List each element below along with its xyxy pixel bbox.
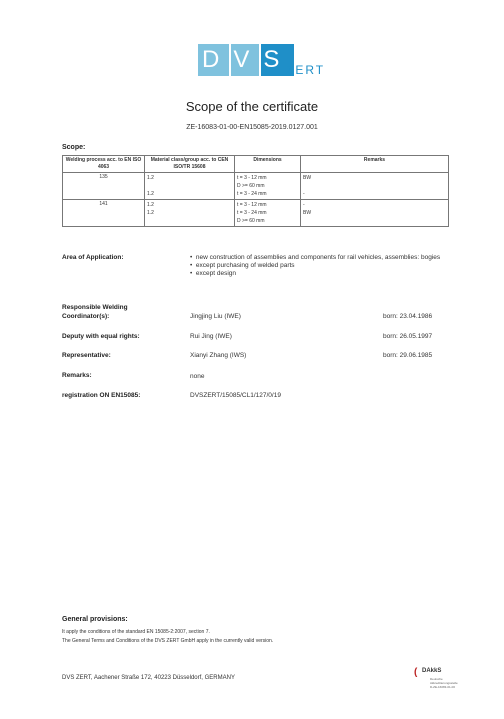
dimensions-cell: t = 3 - 12 mm t = 3 - 24 mm D >= 60 mm bbox=[235, 200, 301, 227]
remarks-value: none bbox=[190, 373, 205, 380]
logo-letters: DVS bbox=[202, 46, 294, 73]
dakks-name: DAkkS bbox=[422, 668, 442, 674]
dimensions-cell: t = 3 - 12 mm D >= 60 mm t = 3 - 24 mm bbox=[235, 173, 301, 200]
provisions-line: It apply the conditions of the standard EN 15085-2:2007, section 7. bbox=[62, 629, 210, 635]
header-dimensions: Dimensions bbox=[235, 156, 301, 173]
dakks-logo bbox=[414, 665, 462, 693]
area-list bbox=[190, 254, 450, 278]
process-cell: 141 bbox=[63, 200, 145, 227]
logo-suffix: ZERT bbox=[286, 63, 326, 77]
registration-value: DVSZERT/15085/CL1/127/0/19 bbox=[190, 392, 281, 399]
material-cell: 1.2 1.2 bbox=[145, 200, 235, 227]
registration-label: registration ON EN15085: bbox=[62, 392, 141, 399]
page-title: Scope of the certificate bbox=[185, 99, 319, 114]
deputy-label: Deputy with equal rights: bbox=[62, 333, 140, 340]
header-material-group: Material class/group acc. to CEN ISO/TR 15608 bbox=[145, 156, 235, 173]
provisions-title: General provisions: bbox=[62, 616, 128, 623]
dakks-subtext: Deutsche Akkreditierungsstelle D-ZE-16083-01-00 bbox=[430, 677, 458, 689]
deputy-born: born: 26.05.1997 bbox=[383, 333, 433, 340]
remarks-label: Remarks: bbox=[62, 372, 92, 379]
scope-label: Scope: bbox=[62, 144, 86, 151]
coordinator-name: Jingjing Liu (IWE) bbox=[190, 313, 241, 320]
material-cell: 1.2 1.2 bbox=[145, 173, 235, 200]
representative-name: Xianyi Zhang (IWS) bbox=[190, 352, 247, 359]
header-welding-process: Welding process acc. to EN ISO 4063 bbox=[63, 156, 145, 173]
list-item: • except purchasing of welded parts bbox=[190, 262, 295, 269]
scope-table bbox=[62, 155, 449, 227]
representative-label: Representative: bbox=[62, 352, 111, 359]
coordinator-born: born: 23.04.1986 bbox=[383, 313, 433, 320]
remarks-cell: BW - bbox=[301, 173, 449, 200]
representative-born: born: 29.06.1985 bbox=[383, 352, 433, 359]
header-remarks: Remarks bbox=[301, 156, 449, 173]
table-header-row bbox=[63, 156, 449, 173]
dakks-mark-icon: ( bbox=[414, 667, 418, 678]
dvs-zert-logo bbox=[198, 44, 338, 80]
table-row bbox=[63, 173, 449, 200]
certificate-number: ZE-16083-01-00-EN15085-2019.0127.001 bbox=[186, 124, 318, 131]
coordinator-label: Responsible Welding Coordinator(s): bbox=[62, 304, 128, 320]
provisions-line: The General Terms and Conditions of the DVS ZERT GmbH apply in the currently valid version. bbox=[62, 638, 274, 644]
deputy-name: Rui Jing (IWE) bbox=[190, 333, 232, 340]
footer-address: DVS ZERT, Aachener Straße 172, 40223 Düsseldorf, GERMANY bbox=[62, 675, 235, 681]
area-label: Area of Application: bbox=[62, 254, 124, 261]
process-cell: 135 bbox=[63, 173, 145, 200]
list-item: • new construction of assemblies and components for rail vehicles, assemblies: bogies bbox=[190, 254, 441, 261]
table-row bbox=[63, 200, 449, 227]
list-item: • except design bbox=[190, 270, 237, 277]
remarks-cell: - BW bbox=[301, 200, 449, 227]
